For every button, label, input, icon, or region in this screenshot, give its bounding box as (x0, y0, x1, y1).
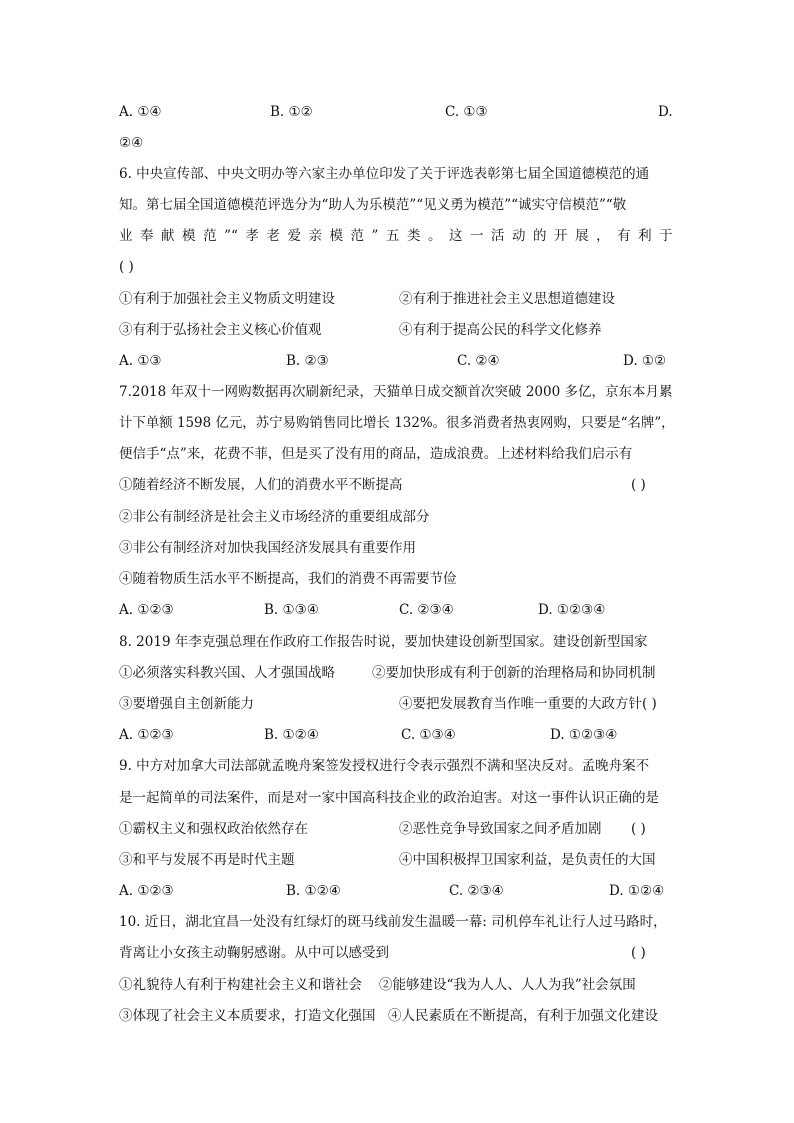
q9-statement-1: ①霸权主义和强权政治依然存在 (119, 821, 308, 837)
q5-option-c: C. ①③ (445, 104, 488, 120)
q5-option-a: A. ①④ (119, 104, 162, 120)
q9-option-a: A. ①②③ (119, 883, 174, 899)
q10-statement-1: ①礼貌待人有利于构建社会主义和谐社会 (119, 977, 362, 993)
q6-statement-4: ④有利于提高公民的科学文化修养 (399, 322, 602, 338)
q10-statement-3: ③体现了社会主义本质要求，打造文化强国 (119, 1008, 376, 1024)
q10-statement-2: ②能够建设“我为人人、人人为我”社会氛围 (379, 977, 636, 993)
q8-option-c: C. ①③④ (401, 727, 456, 743)
q7-option-b: B. ①③④ (264, 602, 319, 618)
q10-statement-4: ④人民素质在不断提高，有利于加强文化建设 (388, 1008, 658, 1024)
q8-option-b: B. ①②④ (264, 727, 319, 743)
q7-statement-3: ③非公有制经济对加快我国经济发展具有重要作用 (119, 540, 416, 556)
q9-statement-3: ③和平与发展不再是时代主题 (119, 852, 295, 868)
q10-stem-line-1: 10. 近日，湖北宜昌一处没有红绿灯的斑马线前发生温暖一幕: 司机停车礼让行人过马路时， (119, 914, 667, 930)
q8-option-a: A. ①②③ (119, 727, 174, 743)
q9-stem-line-1: 9. 中方对加拿大司法部就孟晚舟案签发授权进行令表示强烈不满和坚决反对。孟晚舟案不 (119, 758, 650, 774)
q5-option-d-value: ②④ (119, 135, 144, 151)
q7-stem-line-1: 7.2018 年双十一网购数据再次刷新纪录，天猫单日成交额首次突破 2000 多亿，京东本月累 (119, 384, 673, 400)
q8-statement-3: ③要增强自主创新能力 (119, 696, 254, 712)
q9-stem-line-2: 是一起简单的司法案件，而是对一家中国高科技企业的政治迫害。对这一事件认识正确的是 (119, 790, 659, 806)
q6-stem-line-1: 6. 中央宣传部、中央文明办等六家主办单位印发了关于评选表彰第七届全国道德模范的通 (119, 166, 650, 182)
q6-option-d: D. ①② (623, 353, 667, 369)
q7-stem-line-2: 计下单额 1598 亿元，苏宁易购销售同比增长 132%。很多消费者热衷网购，只要是“名牌”， (119, 415, 675, 431)
q10-stem-line-2: 背离让小女孩主动鞠躬感谢。从中可以感受到 (119, 945, 389, 961)
q8-stem: 8. 2019 年李克强总理在作政府工作报告时说，要加快建设创新型国家。建设创新型国家 (119, 634, 648, 650)
q7-statement-4: ④随着物质生活水平不断提高，我们的消费不再需要节俭 (119, 571, 457, 587)
q7-stem-line-3: 便信手“点”来，花费不菲，但是买了没有用的商品，造成浪费。上述材料给我们启示有 (119, 446, 633, 462)
q6-answer-paren: ( ) (119, 259, 134, 275)
q7-option-d: D. ①②③④ (538, 602, 606, 618)
q9-option-d: D. ①②④ (609, 883, 665, 899)
q7-options (119, 600, 673, 620)
q5-option-d: D. (658, 104, 673, 120)
q6-stem-line-2: 知。第七届全国道德模范评选分为“助人为乐模范”“见义勇为模范”“诚实守信模范”“敬 (119, 197, 627, 213)
q9-option-c: C. ②③④ (449, 883, 504, 899)
q7-statement-1: ①随着经济不断发展，人们的消费水平不断提高 (119, 477, 403, 493)
q8-statement-2: ②要加快形成有利于创新的治理格局和协同机制 (372, 665, 656, 681)
q6-option-a: A. ①③ (119, 353, 162, 369)
q8-statement-1: ①必须落实科教兴国、人才强国战略 (119, 665, 335, 681)
q6-option-c: C. ②④ (457, 353, 500, 369)
q6-option-b: B. ②③ (286, 353, 329, 369)
q5-option-b: B. ①② (270, 104, 313, 120)
q8-statement-4: ④要把发展教育当作唯一重要的大政方针( ) (399, 696, 657, 712)
q7-answer-paren: ( ) (631, 477, 646, 493)
q9-statement-2: ②恶性竞争导致国家之间矛盾加剧 (399, 821, 602, 837)
q6-stem-line-3: 业 奉 献 模 范 ”“ 孝 老 爱 亲 模 范 ” 五 类 。 这 一 活 动 的 开 展 ， 有 利 于 (119, 228, 673, 244)
q6-statement-1: ①有利于加强社会主义物质文明建设 (119, 291, 335, 307)
q9-options (119, 881, 673, 901)
q5-options (119, 102, 673, 122)
q8-option-d: D. ①②③④ (550, 727, 618, 743)
q10-answer-paren: ( ) (631, 945, 646, 961)
q9-option-b: B. ①②④ (286, 883, 341, 899)
q6-statement-2: ②有利于推进社会主义思想道德建设 (399, 291, 615, 307)
q7-statement-2: ②非公有制经济是社会主义市场经济的重要组成部分 (119, 509, 430, 525)
q7-option-a: A. ①②③ (119, 602, 174, 618)
q6-options (119, 351, 673, 371)
q9-answer-paren: ( ) (631, 821, 646, 837)
q6-statement-3: ③有利于弘扬社会主义核心价值观 (119, 322, 322, 338)
q8-options (119, 725, 673, 745)
q9-statement-4: ④中国积极捍卫国家利益，是负责任的大国 (399, 852, 656, 868)
q7-option-c: C. ②③④ (399, 602, 454, 618)
